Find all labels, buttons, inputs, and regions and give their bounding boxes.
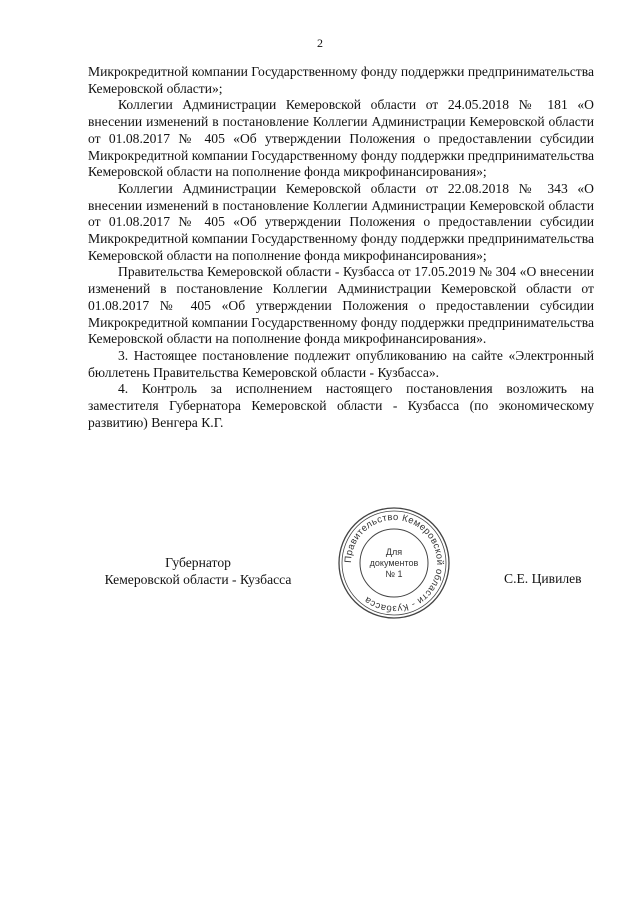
- paragraph-continuation: Микрокредитной компании Государственному фонду поддержки предпринимательства Кемеровской области»;: [88, 64, 594, 96]
- seal-icon: [336, 505, 452, 621]
- seal-center-line1: Для: [385, 547, 403, 557]
- signature-block: [0, 548, 640, 658]
- signer-position-line1: Губернатор: [165, 555, 231, 570]
- seal-ring-text: Правительство Кемеровской области - Кузбасса: [342, 511, 446, 615]
- document-body: [88, 64, 594, 431]
- signer-position: [88, 554, 308, 588]
- page-number: 2: [317, 36, 323, 50]
- paragraph-resolution-343: Коллегии Администрации Кемеровской области от 22.08.2018 № 343 «О внесении изменений в постановление Коллегии Администрации Кемеровской области от 01.08.2017 № 405 «Об утверждении Положения о предоставлении субсидии Микрокредитной компании Государственному фонду поддержки предпринимательства Кемеровской области на пополнение фонда микрофинансирования»;: [88, 180, 594, 263]
- paragraph-resolution-181: Коллегии Администрации Кемеровской области от 24.05.2018 № 181 «О внесении изменений в постановление Коллегии Администрации Кемеровской области от 01.08.2017 № 405 «Об утверждении Положения о предоставлении субсидии Микрокредитной компании Государственному фонду поддержки предпринимательства Кемеровской области на пополнение фонда микрофинансирования»;: [88, 97, 594, 180]
- seal-center-line3: № 1: [385, 569, 403, 579]
- paragraph-item-4: 4. Контроль за исполнением настоящего постановления возложить на заместителя Губернатора Кемеровской области - Кузбасса (по экономическому развитию) Венгера К.Г.: [88, 381, 594, 430]
- paragraph-item-3: 3. Настоящее постановление подлежит опубликованию на сайте «Электронный бюллетень Правительства Кемеровской области - Кузбасса».: [88, 347, 594, 380]
- signer-position-line2: Кемеровской области - Кузбасса: [104, 572, 292, 587]
- seal-center-line2: документов: [369, 558, 419, 568]
- official-seal: [336, 505, 452, 621]
- paragraph-resolution-304: Правительства Кемеровской области - Кузбасса от 17.05.2019 № 304 «О внесении изменений в постановление Коллегии Администрации Кемеровской области от 01.08.2017 № 405 «Об утверждении Положения о предоставлении субсидии Микрокредитной компании Государственному фонду поддержки предпринимательства Кемеровской области на пополнение фонда микрофинансирования».: [88, 264, 594, 347]
- signer-name: С.Е. Цивилев: [504, 571, 582, 586]
